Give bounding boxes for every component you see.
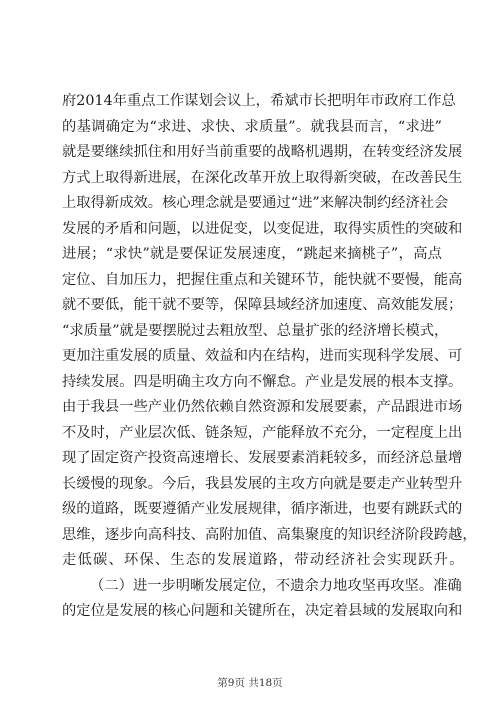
page-footer: 第9页 共18页 <box>217 677 283 689</box>
text-line: 级 的 道 路 ， 既 要 遵 循 产 业 发 展 规 律 ， 循 序 渐 进 ， 也 要 有 跳 跃 式 的 <box>62 501 463 517</box>
text-line: 由 于 我 县 一 些 产 业 仍 然 依 赖 自 然 资 源 和 发 展 要 素 ， 产 品 跟 进 市 场 <box>62 399 463 415</box>
text-line: 发 展 的 矛 盾 和 问 题 ， 以 进 促 变 ， 以 变 促 进 ， 取 得 实 质 性 的 突 破 和 <box>62 220 463 237</box>
text-line: 更 加 注 重 发 展 的 质 量 、 效 益 和 内 在 结 构 ， 进 而 实 现 科 学 发 展 、 可 <box>62 348 463 364</box>
text-line: 就 不 要 低 ， 能 干 就 不 要 等 ， 保 障 县 域 经 济 加 速 度 、 高 效 能 发 展 ； <box>62 297 463 313</box>
text-line: 走 低 碳 、 环 保 、 生 态 的 发 展 道 路 ， 带 动 经 济 社 会 实 现 跃 升 。 <box>62 552 464 568</box>
text-line: 府 2014 年 重 点 工 作 谋 划 会 议 上 ， 希 斌 市 长 把 明 年 市 政 府 工 作 总 <box>62 93 456 109</box>
text-line: 思 维 ， 逐 步 向 高 科 技 、 高 附 加 值 、 高 集 聚 度 的 知 识 经 济 阶 段 跨 越 ， <box>62 526 477 543</box>
text-line: 定 位 、 自 加 压 力 ， 把 握 住 重 点 和 关 键 环 节 ， 能 快 就 不 要 慢 ， 能 高 <box>62 271 463 288</box>
text-line: 现 了 固 定 资 产 投 资 高 速 增 长 、 发 展 要 素 消 耗 较 多 ， 而 经 济 总 量 增 <box>62 450 463 466</box>
text-line: 上 取 得 新 成 效 。 核 心 理 念 就 是 要 通 过 “ 进 ” 来 解 决 制 约 经 济 社 会 <box>62 195 449 211</box>
text-line: （ 二 ） 进 一 步 明 晰 发 展 定 位 ， 不 遗 余 力 地 攻 坚 再 攻 坚 。 准 确 <box>90 577 462 594</box>
text-line: 方 式 上 取 得 新 进 展 ， 在 深 化 改 革 开 放 上 取 得 新 突 破 ， 在 改 善 民 生 <box>62 169 463 186</box>
text-line: 的 定 位 是 发 展 的 核 心 问 题 和 关 键 所 在 ， 决 定 着 县 域 的 发 展 取 向 和 <box>62 603 463 619</box>
text-line: “ 求 质 量 ” 就 是 要 摆 脱 过 去 粗 放 型 、 总 量 扩 张 的 经 济 增 长 模 式 ， <box>62 322 449 339</box>
text-line: 就 是 要 继 续 抓 住 和 用 好 当 前 重 要 的 战 略 机 遇 期 ， 在 转 变 经 济 发 展 <box>62 144 463 160</box>
text-line: 持 续 发 展 。 四 是 明 确 主 攻 方 向 不 懈 怠 。 产 业 是 发 展 的 根 本 支 撑 。 <box>62 373 463 390</box>
text-line: 长 缓 慢 的 现 象 。 今 后 ， 我 县 发 展 的 主 攻 方 向 就 是 要 走 产 业 转 型 升 <box>62 475 463 492</box>
text-line: 进 展 ； “ 求 快 ” 就 是 要 保 证 发 展 速 度 ， “ 跳 起 来 摘 桃 子 ” ， 高 点 <box>62 246 442 262</box>
text-line: 不 及 时 ， 产 业 层 次 低 、 链 条 短 ， 产 能 释 放 不 充 分 ， 一 定 程 度 上 出 <box>62 424 463 441</box>
body-text <box>62 89 477 625</box>
text-line: 的 基 调 确 定 为 “ 求 进 、 求 快 、 求 质 量 ” 。 就 我 县 而 言 ， “ 求 进 ” <box>62 118 442 135</box>
